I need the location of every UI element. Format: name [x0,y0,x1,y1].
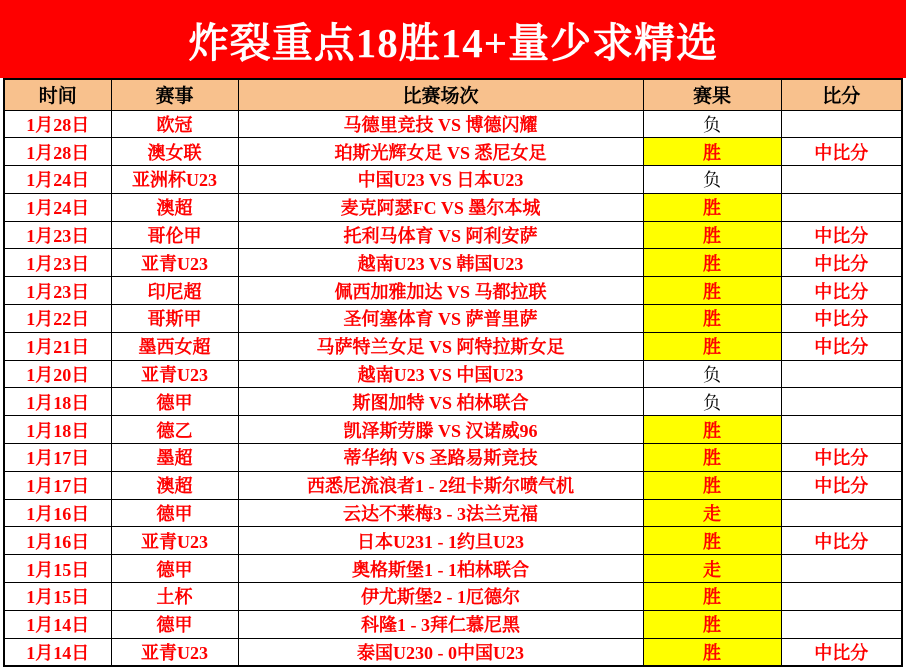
result-cell: 胜 [643,416,781,444]
match-cell: 托利马体育 VS 阿利安萨 [238,221,643,249]
result-cell: 负 [643,360,781,388]
score-cell [781,610,902,638]
match-cell: 日本U231 - 1约旦U23 [238,527,643,555]
match-cell: 中国U23 VS 日本U23 [238,166,643,194]
table-row [4,305,902,333]
table-row [4,610,902,638]
league-cell: 亚青U23 [111,249,238,277]
date-cell: 1月16日 [4,499,111,527]
league-cell: 欧冠 [111,110,238,138]
date-cell: 1月23日 [4,249,111,277]
score-cell: 中比分 [781,638,902,666]
table-row [4,138,902,166]
result-cell: 胜 [643,221,781,249]
table-row [4,583,902,611]
match-cell: 蒂华纳 VS 圣路易斯竞技 [238,444,643,472]
table-row [4,471,902,499]
score-cell [781,110,902,138]
match-cell: 越南U23 VS 韩国U23 [238,249,643,277]
result-cell: 胜 [643,527,781,555]
table-row [4,332,902,360]
table-row [4,499,902,527]
league-cell: 墨西女超 [111,332,238,360]
match-cell: 圣何塞体育 VS 萨普里萨 [238,305,643,333]
date-cell: 1月15日 [4,555,111,583]
result-cell: 胜 [643,138,781,166]
col-header-match: 比赛场次 [238,79,643,110]
result-cell: 负 [643,388,781,416]
date-cell: 1月23日 [4,221,111,249]
league-cell: 澳超 [111,471,238,499]
table-row [4,110,902,138]
result-cell: 走 [643,555,781,583]
result-cell: 胜 [643,305,781,333]
table-row [4,360,902,388]
header-row [4,79,902,110]
match-cell: 麦克阿瑟FC VS 墨尔本城 [238,193,643,221]
date-cell: 1月24日 [4,193,111,221]
score-cell [781,499,902,527]
score-cell: 中比分 [781,527,902,555]
match-cell: 科隆1 - 3拜仁慕尼黑 [238,610,643,638]
date-cell: 1月15日 [4,583,111,611]
score-cell [781,166,902,194]
league-cell: 亚青U23 [111,527,238,555]
match-cell: 伊尤斯堡2 - 1厄德尔 [238,583,643,611]
match-cell: 斯图加特 VS 柏林联合 [238,388,643,416]
result-cell: 走 [643,499,781,527]
table-row [4,416,902,444]
date-cell: 1月18日 [4,416,111,444]
league-cell: 亚青U23 [111,360,238,388]
result-cell: 胜 [643,193,781,221]
match-cell: 西悉尼流浪者1 - 2纽卡斯尔喷气机 [238,471,643,499]
score-cell: 中比分 [781,277,902,305]
date-cell: 1月28日 [4,110,111,138]
results-table-header [4,79,902,110]
date-cell: 1月20日 [4,360,111,388]
score-cell [781,388,902,416]
league-cell: 墨超 [111,444,238,472]
table-row [4,249,902,277]
table-row [4,277,902,305]
result-cell: 胜 [643,277,781,305]
score-cell: 中比分 [781,138,902,166]
league-cell: 亚洲杯U23 [111,166,238,194]
result-cell: 胜 [643,583,781,611]
score-cell: 中比分 [781,444,902,472]
col-header-league: 赛事 [111,79,238,110]
banner-title: 炸裂重点18胜14+量少求精选 [187,19,719,66]
league-cell: 哥伦甲 [111,221,238,249]
score-cell: 中比分 [781,221,902,249]
match-cell: 云达不莱梅3 - 3法兰克福 [238,499,643,527]
match-cell: 马德里竞技 VS 博德闪耀 [238,110,643,138]
league-cell: 德甲 [111,499,238,527]
results-table-body [4,110,902,666]
league-cell: 印尼超 [111,277,238,305]
date-cell: 1月21日 [4,332,111,360]
league-cell: 德甲 [111,555,238,583]
match-cell: 马萨特兰女足 VS 阿特拉斯女足 [238,332,643,360]
table-row [4,638,902,666]
result-cell: 胜 [643,249,781,277]
result-cell: 胜 [643,444,781,472]
table-row [4,166,902,194]
table-row [4,388,902,416]
league-cell: 亚青U23 [111,638,238,666]
date-cell: 1月24日 [4,166,111,194]
date-cell: 1月28日 [4,138,111,166]
table-row [4,221,902,249]
result-cell: 负 [643,166,781,194]
results-table [3,78,903,667]
date-cell: 1月23日 [4,277,111,305]
score-cell: 中比分 [781,305,902,333]
score-cell: 中比分 [781,471,902,499]
score-cell [781,193,902,221]
match-cell: 珀斯光辉女足 VS 悉尼女足 [238,138,643,166]
date-cell: 1月17日 [4,444,111,472]
score-cell [781,416,902,444]
score-cell [781,555,902,583]
col-header-score: 比分 [781,79,902,110]
date-cell: 1月18日 [4,388,111,416]
table-row [4,527,902,555]
match-cell: 凯泽斯劳滕 VS 汉诺威96 [238,416,643,444]
league-cell: 德甲 [111,388,238,416]
date-cell: 1月22日 [4,305,111,333]
table-row [4,444,902,472]
result-cell: 负 [643,110,781,138]
score-cell [781,360,902,388]
league-cell: 土杯 [111,583,238,611]
col-header-time: 时间 [4,79,111,110]
league-cell: 哥斯甲 [111,305,238,333]
date-cell: 1月17日 [4,471,111,499]
table-row [4,193,902,221]
date-cell: 1月14日 [4,610,111,638]
date-cell: 1月16日 [4,527,111,555]
league-cell: 德乙 [111,416,238,444]
score-cell: 中比分 [781,249,902,277]
match-cell: 奥格斯堡1 - 1柏林联合 [238,555,643,583]
result-cell: 胜 [643,471,781,499]
league-cell: 德甲 [111,610,238,638]
league-cell: 澳女联 [111,138,238,166]
match-cell: 越南U23 VS 中国U23 [238,360,643,388]
score-cell [781,583,902,611]
result-cell: 胜 [643,638,781,666]
match-cell: 泰国U230 - 0中国U23 [238,638,643,666]
result-cell: 胜 [643,332,781,360]
league-cell: 澳超 [111,193,238,221]
banner [0,0,906,78]
col-header-result: 赛果 [643,79,781,110]
date-cell: 1月14日 [4,638,111,666]
table-row [4,555,902,583]
result-cell: 胜 [643,610,781,638]
match-cell: 佩西加雅加达 VS 马都拉联 [238,277,643,305]
score-cell: 中比分 [781,332,902,360]
